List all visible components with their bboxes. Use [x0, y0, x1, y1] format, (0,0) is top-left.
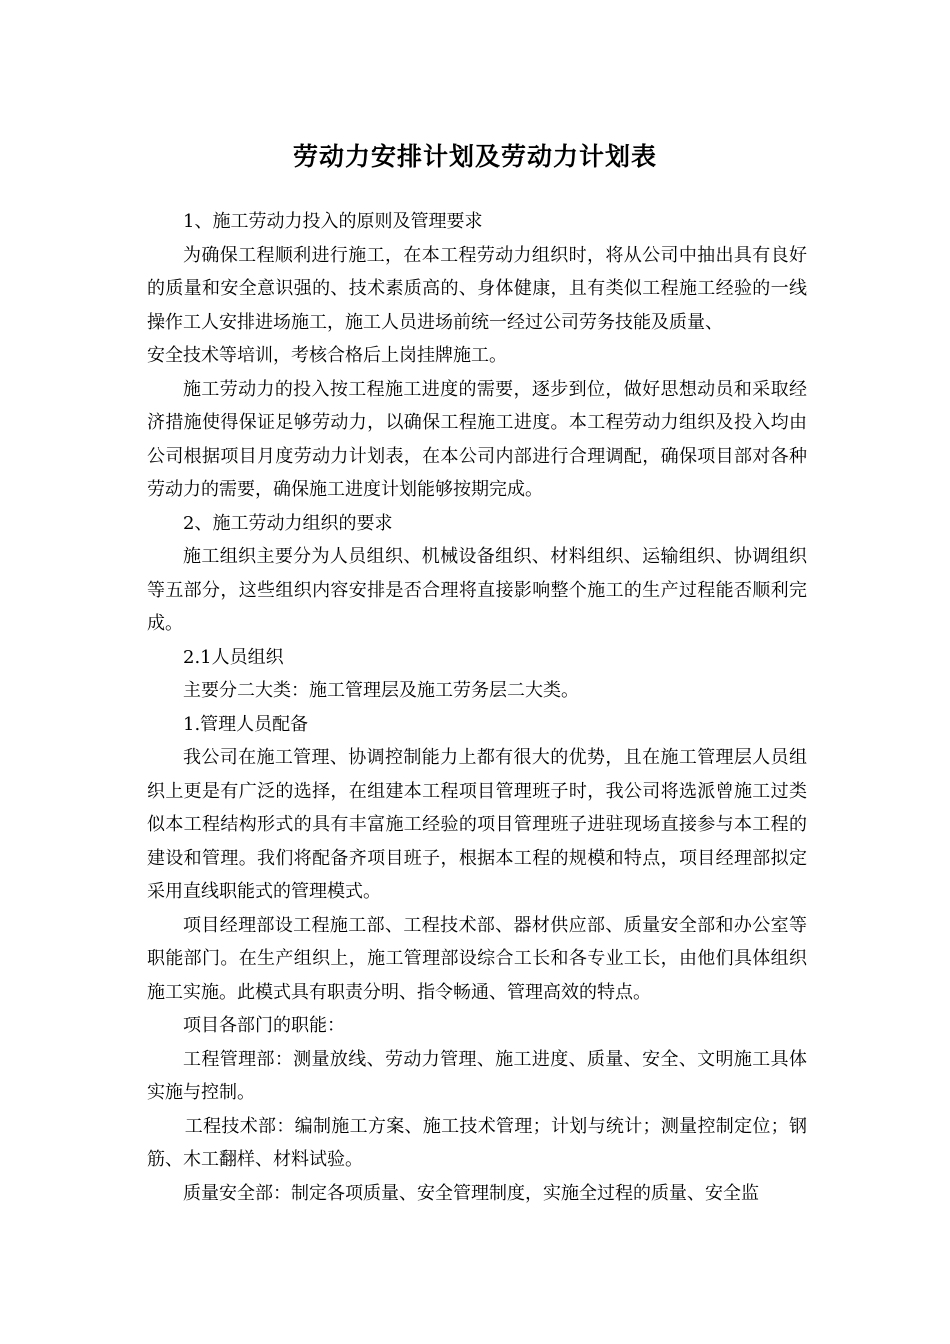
paragraph: 项目各部门的职能：	[183, 1015, 345, 1036]
document-body	[147, 205, 807, 1210]
paragraph: 施工劳动力的投入按工程施工进度的需要，逐步到位，做好思想动员和采取经济措施使得保证足够劳动力，以确保工程施工进度。本工程劳动力组织及投入均由公司根据项目月度劳动力计划表，在本公司内部进行合理调配，确保项目部对各种劳动力的需要，确保施工进度计划能够按期完成。	[147, 378, 807, 500]
paragraph-continuation: 安全技术等培训，考核合格后上岗挂牌施工。	[147, 345, 507, 366]
item-heading: 1.管理人员配备	[183, 713, 309, 735]
paragraph: 工程管理部：测量放线、劳动力管理、施工进度、质量、安全、文明施工具体实施与控制。	[147, 1048, 807, 1103]
paragraph: 工程技术部：编制施工方案、施工技术管理；计划与统计；测量控制定位；钢筋、木工翻样、材料试验。	[147, 1115, 807, 1170]
paragraph: 我公司在施工管理、协调控制能力上都有很大的优势，且在施工管理层人员组织上更是有广泛的选择，在组建本工程项目管理班子时，我公司将选派曾施工过类似本工程结构形式的具有丰富施工经验的项目管理班子进驻现场直接参与本工程的建设和管理。我们将配备齐项目班子，根据本工程的规模和特点，项目经理部拟定采用直线职能式的管理模式。	[147, 747, 807, 902]
paragraph: 主要分二大类：施工管理层及施工劳务层二大类。	[183, 680, 579, 701]
section-heading-1: 1、施工劳动力投入的原则及管理要求	[183, 211, 483, 232]
paragraph: 质量安全部：制定各项质量、安全管理制度，实施全过程的质量、安全监	[183, 1182, 759, 1204]
paragraph: 项目经理部设工程施工部、工程技术部、器材供应部、质量安全部和办公室等职能部门。在生产组织上，施工管理部设综合工长和各专业工长，由他们具体组织施工实施。此模式具有职责分明、指令畅通、管理高效的特点。	[147, 914, 807, 1003]
document-title: 劳动力安排计划及劳动力计划表	[292, 142, 657, 171]
paragraph: 施工组织主要分为人员组织、机械设备组织、材料组织、运输组织、协调组织等五部分，这些组织内容安排是否合理将直接影响整个施工的生产过程能否顺利完成。	[147, 546, 807, 634]
paragraph: 为确保工程顺利进行施工，在本工程劳动力组织时，将从公司中抽出具有良好的质量和安全意识强的、技术素质高的、身体健康，且有类似工程施工经验的一线操作工人安排进场施工，施工人员进场前统一经过公司劳务技能及质量、	[147, 244, 807, 333]
subsection-heading: 2.1人员组织	[183, 646, 284, 668]
section-heading-2: 2、施工劳动力组织的要求	[183, 512, 393, 534]
